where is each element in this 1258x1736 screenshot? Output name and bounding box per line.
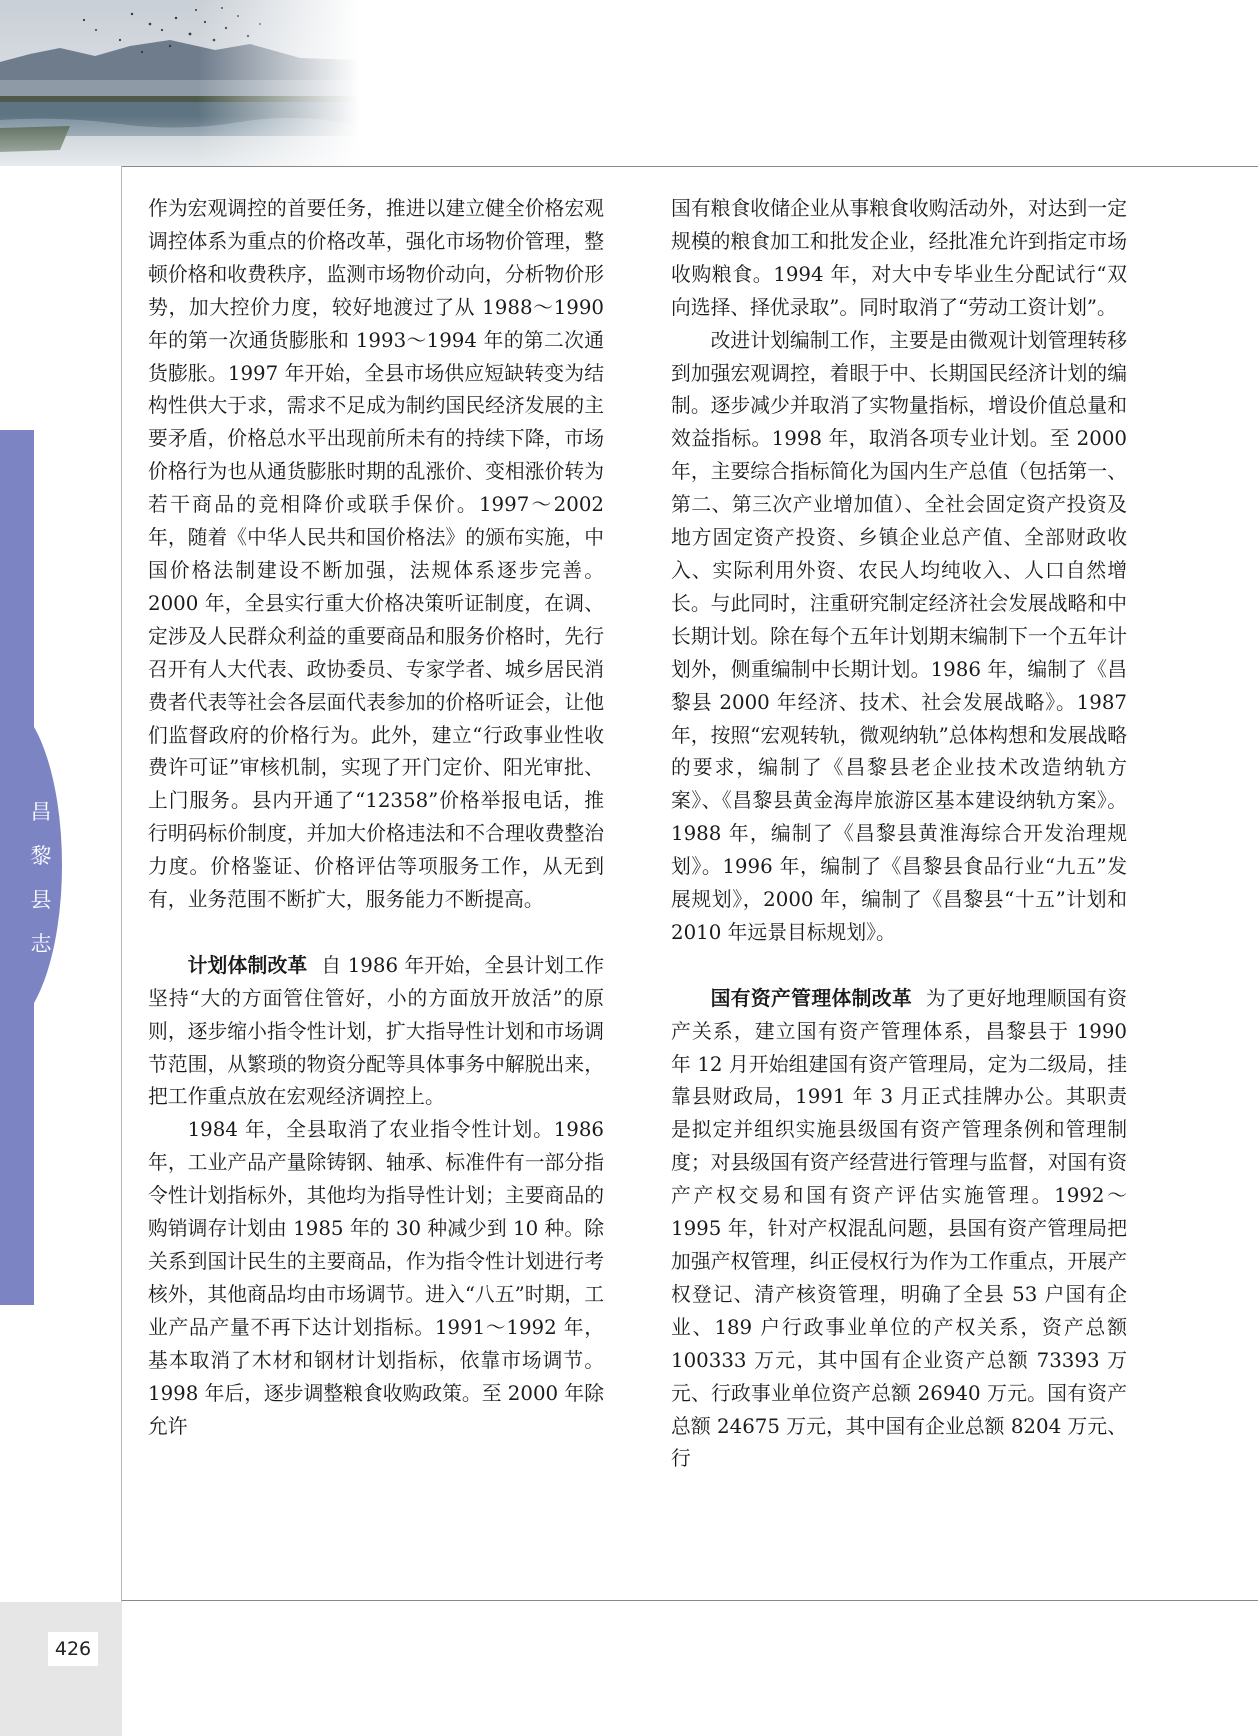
paragraph: 作为宏观调控的首要任务，推进以建立健全价格宏观调控体系为重点的价格改革，强化市场物价管理，整顿价格和收费秩序，监测市场物价动向，分析物价形势，加大控价力度，较好地渡过了从 1988～1990 年的第一次通货膨胀和 1993～1994 年的第二次通货膨胀。1997 年开始，全县市场供应短缺转变为结构性供大于求，需求不足成为制约国民经济发展的主要矛盾，价格总水平出现前所未有的持续下降，市场价格行为也从通货膨胀时期的乱涨价、变相涨价转为若干商品的竞相降价或联手保价。1997～2002 年，随着《中华人民共和国价格法》的颁布实施，中国价格法制建设不断加强，法规体系逐步完善。2000 年，全县实行重大价格决策听证制度，在调、定涉及人民群众利益的重要商品和服务价格时，先行召开有人大代表、政协委员、专家学者、城乡居民消费者代表等社会各层面代表参加的价格听证会，让他们监督政府的价格行为。此外，建立“行政事业性收费许可证”审核机制，实现了开门定价、阳光审批、上门服务。县内开通了“12358”价格举报电话，推行明码标价制度，并加大价格违法和不合理收费整治力度。价格鉴证、价格评估等项服务工作，从无到有，业务范围不断扩大，服务能力不断提高。: [148, 197, 604, 912]
paragraph: 改进计划编制工作，主要是由微观计划管理转移到加强宏观调控，着眼于中、长期国民经济计划的编制。逐步减少并取消了实物量指标，增设价值总量和效益指标。1998 年，取消各项专业计划。至 2000 年，主要综合指标简化为国内生产总值（包括第一、第二、第三次产业增加值）、全社会固定资产投资及地方固定资产投资、乡镇企业总产值、全部财政收入、实际利用外资、农民人均纯收入、人口自然增长。与此同时，注重研究制定经济社会发展战略和中长期计划。除在每个五年计划期末编制下一个五年计划外，侧重编制中长期计划。1986 年，编制了《昌黎县 2000 年经济、技术、社会发展战略》。1987 年，按照“宏观转轨，微观纳轨”总体构想和发展战略的要求，编制了《昌黎县老企业技术改造纳轨方案》、《昌黎县黄金海岸旅游区基本建设纳轨方案》。1988 年，编制了《昌黎县黄淮海综合开发治理规划》。1996 年，编制了《昌黎县食品行业“九五”发展规划》，2000 年，编制了《昌黎县“十五”计划和 2010 年远景目标规划》。: [671, 328, 1127, 944]
side-tab-char: 志: [30, 932, 52, 956]
footer-margin-block: [0, 1602, 122, 1736]
page-number: 426: [48, 1632, 98, 1666]
left-text-column: [148, 193, 604, 1443]
side-tab-label: [26, 790, 56, 966]
side-tab-char: 县: [30, 888, 52, 912]
paragraph: 1984 年，全县取消了农业指令性计划。1986 年，工业产品产量除铸钢、轴承、标准件有一部分指令性计划指标外，其他均为指导性计划；主要商品的购销调存计划由 1985 年的 30 种减少到 10 种。除关系到国计民生的主要商品，作为指令性计划进行考核外，其他商品均由市场调节。进入“八五”时期，工业产品产量不再下达计划指标。1991～1992 年，基本取消了木材和钢材计划指标，依靠市场调节。1998 年后，逐步调整粮食收购政策。至 2000 年除允许: [148, 1118, 604, 1438]
section-heading: 国有资产管理体制改革: [710, 986, 913, 1010]
paragraph: 国有粮食收储企业从事粮食收购活动外，对达到一定规模的粮食加工和批发企业，经批准允许到指定市场收购粮食。1994 年，对大中专毕业生分配试行“双向选择、择优录取”。同时取消了“劳动工资计划”。: [671, 197, 1127, 319]
section-paragraph: [148, 950, 604, 1115]
side-tab-char: 昌: [30, 800, 52, 824]
margin-rule: [121, 166, 122, 1736]
footer-rule: [122, 1600, 1258, 1601]
paragraph-text: 自 1986 年开始，全县计划工作坚持“大的方面管住管好，小的方面放开放活”的原则，逐步缩小指令性计划，扩大指导性计划和市场调节范围，从繁琐的物资分配等具体事务中解脱出来，把工作重点放在宏观经济调控上。: [148, 953, 604, 1109]
paragraph-text: 为了更好地理顺国有资产关系，建立国有资产管理体系，昌黎县于 1990 年 12 月开始组建国有资产管理局，定为二级局，挂靠县财政局，1991 年 3 月正式挂牌办公。其职责是拟定并组织实施县级国有资产管理条例和管理制度；对县级国有资产经营进行管理与监督，对国有资产产权交易和国有资产评估实施管理。1992～1995 年，针对产权混乱问题，县国有资产管理局把加强产权管理，纠正侵权行为作为工作重点，开展产权登记、清产核资管理，明确了全县 53 户国有企业、189 户行政事业单位的产权关系，资产总额 100333 万元，其中国有企业资产总额 73393 万元、行政事业单位资产总额 26940 万元。国有资产总额 24675 万元，其中国有企业总额 8204 万元、行: [671, 986, 1127, 1471]
section-paragraph: [671, 983, 1127, 1477]
header-rule: [122, 166, 1258, 167]
right-text-column: [671, 193, 1127, 1476]
side-tab-char: 黎: [30, 844, 52, 868]
section-heading: 计划体制改革: [187, 953, 308, 977]
header-landscape-photo: [0, 0, 360, 166]
